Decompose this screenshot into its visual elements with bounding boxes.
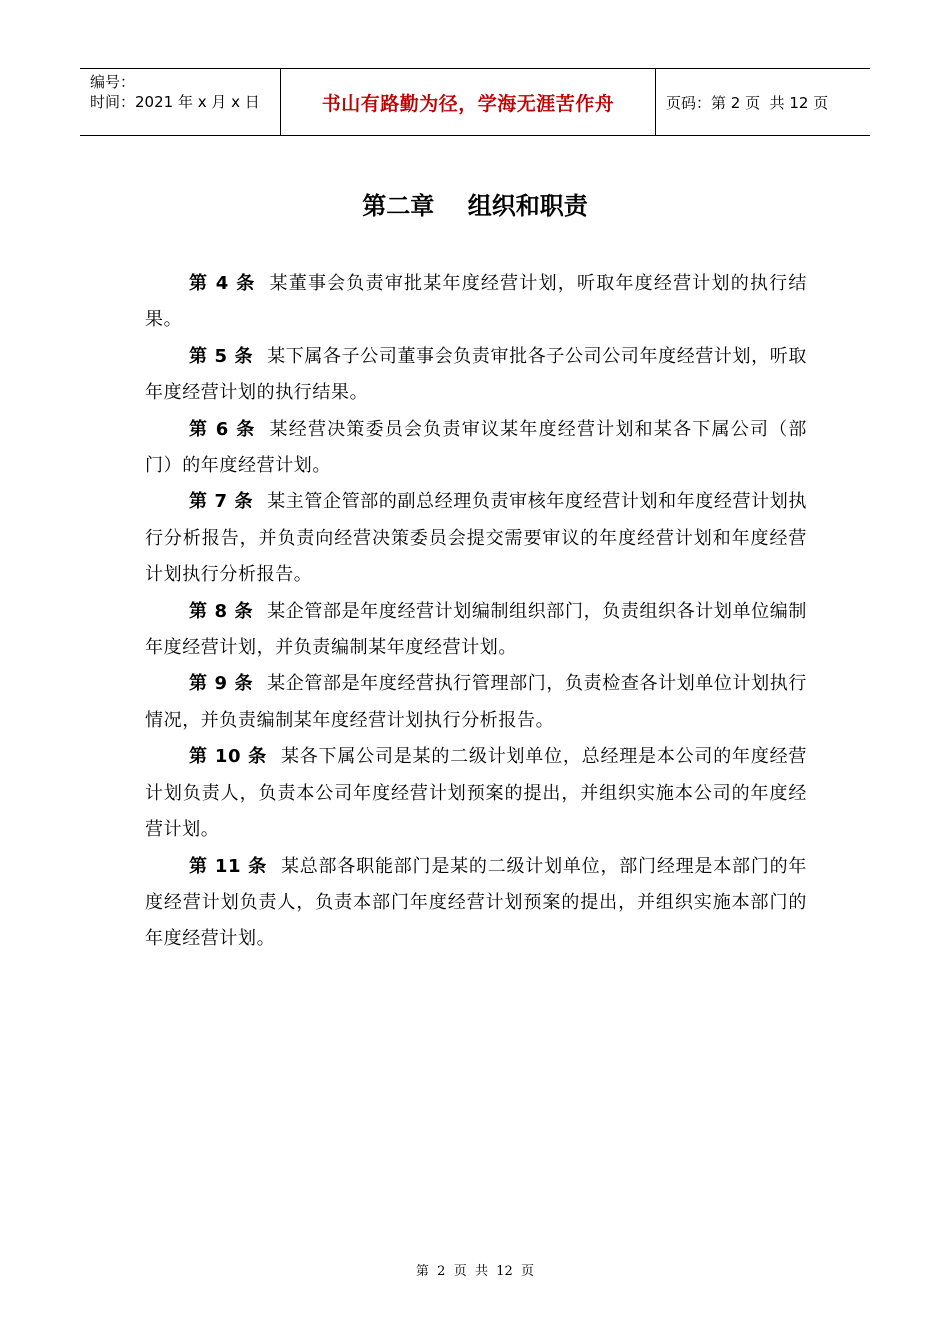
article-paragraph — [145, 666, 807, 739]
article-text: 某企管部是年度经营计划编制组织部门，负责组织各计划单位编制年度经营计划，并负责编制某年度经营计划。 — [145, 600, 807, 659]
article-paragraph — [145, 484, 807, 593]
document-date-label: 时间：2021 年 x 月 x 日 — [90, 93, 260, 111]
header-page-info: 页码：第 2 页 共 12 页 — [666, 93, 829, 112]
article-text: 某下属各子公司董事会负责审批各子公司公司年度经营计划，听取年度经营计划的执行结果。 — [145, 345, 807, 404]
article-paragraph — [145, 849, 807, 958]
header-motto: 书山有路勤为径，学海无涯苦作舟 — [321, 92, 615, 115]
article-paragraph — [145, 266, 807, 339]
article-text: 某企管部是年度经营执行管理部门，负责检查各计划单位计划执行情况，并负责编制某年度经营计划执行分析报告。 — [145, 673, 807, 731]
page-footer: 第 2 页 共 12 页 — [415, 1264, 535, 1279]
article-number: 第 4 条 — [189, 273, 256, 294]
article-number: 第 9 条 — [189, 673, 254, 695]
article-paragraph — [145, 412, 807, 485]
document-number-label: 编号： — [90, 73, 136, 91]
header-page-cell — [656, 69, 870, 135]
article-text: 某主管企管部的副总经理负责审核年度经营计划和年度经营计划执行分析报告，并负责向经营决策委员会提交需要审议的年度经营计划和年度经营计划执行分析报告。 — [145, 491, 807, 586]
article-text: 某各下属公司是某的二级计划单位，总经理是本公司的年度经营计划负责人，负责本公司年度经营计划预案的提出，并组织实施本公司的年度经营计划。 — [145, 746, 808, 841]
article-text: 某总部各职能部门是某的二级计划单位，部门经理是本部门的年度经营计划负责人，负责本部门年度经营计划预案的提出，并组织实施本部门的年度经营计划。 — [145, 855, 808, 950]
article-paragraph — [145, 339, 807, 412]
article-number: 第 5 条 — [189, 345, 254, 367]
article-number: 第 7 条 — [189, 491, 254, 513]
article-paragraph — [145, 739, 807, 848]
chapter-title: 第二章 组织和职责 — [362, 191, 588, 220]
article-text: 某董事会负责审批某年度经营计划，听取年度经营计划的执行结果。 — [145, 273, 807, 331]
article-paragraph — [145, 594, 807, 667]
article-number: 第 8 条 — [189, 600, 254, 622]
header-meta-cell — [80, 69, 281, 135]
header-motto-cell — [281, 69, 656, 135]
article-number: 第 11 条 — [189, 855, 267, 877]
articles-section — [145, 266, 807, 958]
article-number: 第 10 条 — [189, 746, 267, 768]
header-table — [80, 68, 870, 136]
article-number: 第 6 条 — [189, 418, 256, 440]
article-text: 某经营决策委员会负责审议某年度经营计划和某各下属公司（部门）的年度经营计划。 — [145, 418, 807, 477]
